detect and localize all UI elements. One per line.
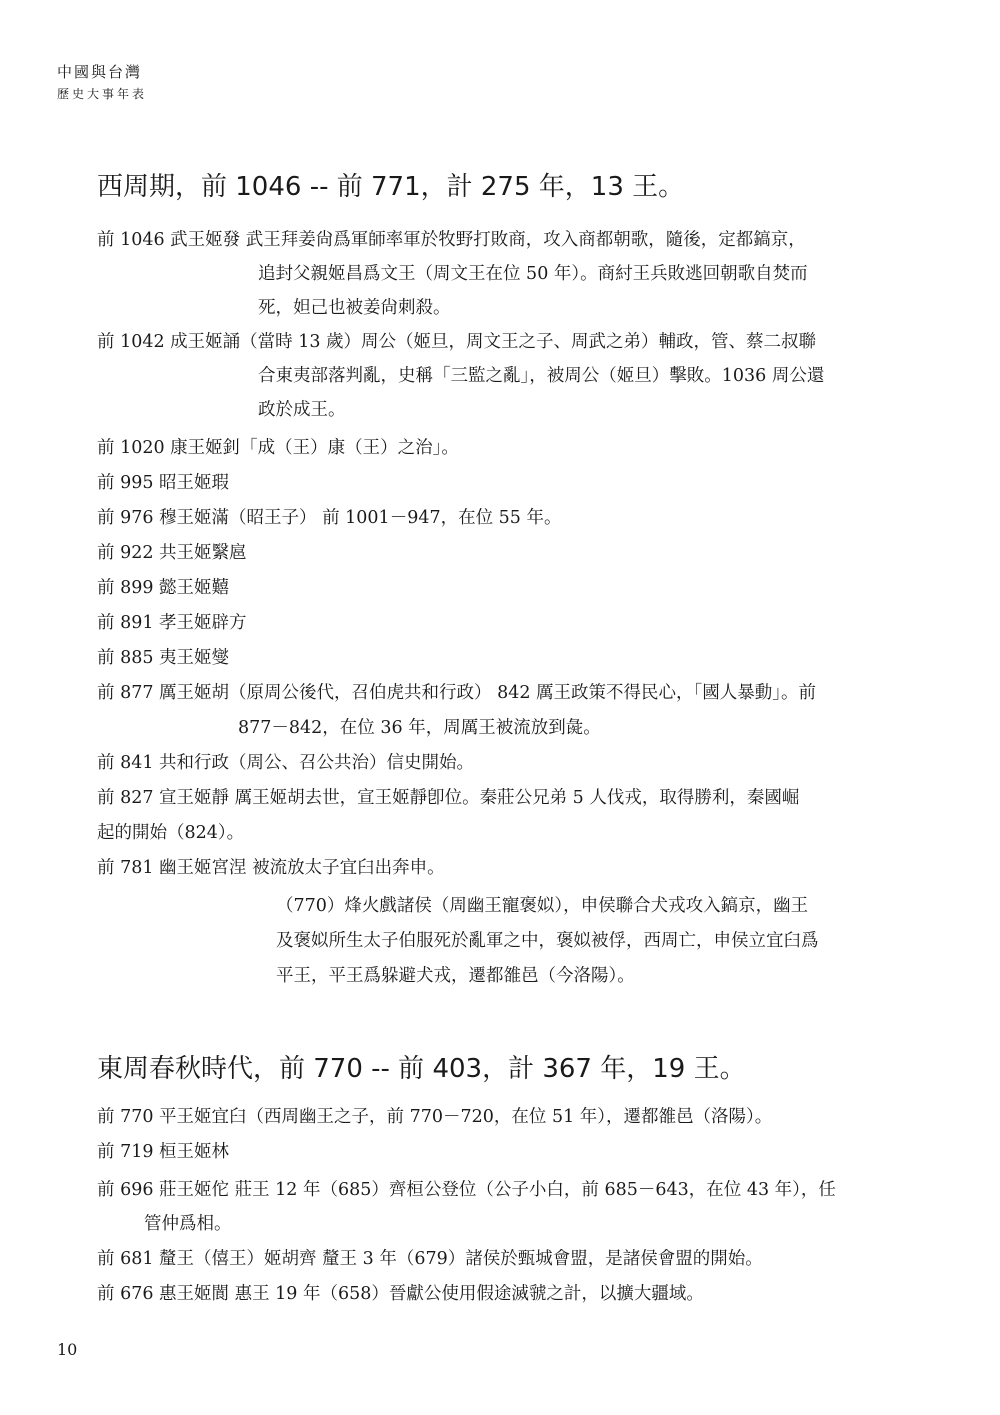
entry-line: 前 676 惠王姬閬 惠王 19 年（658）晉獻公使用假途滅虢之計，以擴大疆域。 <box>97 1284 704 1304</box>
entry-line: 前 922 共王姬繄扈 <box>97 543 247 563</box>
entry-line: 前 719 桓王姬林 <box>97 1142 230 1162</box>
entry-line: 政於成王。 <box>258 400 346 420</box>
entry-line: 管仲爲相。 <box>144 1214 232 1234</box>
book-title: 中國與台灣 <box>57 63 143 81</box>
page-number: 10 <box>57 1340 78 1359</box>
entry-line: 前 885 夷王姬燮 <box>97 648 230 668</box>
entry-line: 前 770 平王姬宜臼（西周幽王之子，前 770－720，在位 51 年），遷都雒邑（洛陽）。 <box>97 1107 773 1127</box>
entry-line: 前 1020 康王姬釗「成（王）康（王）之治」。 <box>97 438 459 458</box>
entry-line: 前 877 厲王姬胡（原周公後代，召伯虎共和行政） 842 厲王政策不得民心，「國人暴動」。前 <box>97 683 817 703</box>
entry-line: 前 781 幽王姬宮涅 被流放太子宜臼出奔申。 <box>97 858 445 878</box>
entry-line: 及褒姒所生太子伯服死於亂軍之中，褒姒被俘，西周亡，申侯立宜臼爲 <box>276 931 819 951</box>
entry-line: （770）烽火戲諸侯（周幽王寵褒姒），申侯聯合犬戎攻入鎬京，幽王 <box>276 896 809 916</box>
entry-line: 前 1046 武王姬發 武王拜姜尙爲軍師率軍於牧野打敗商，攻入商都朝歌，隨後，定都鎬京， <box>97 230 806 250</box>
book-subtitle: 歷史大事年表 <box>57 87 148 101</box>
section-title-eastern-zhou: 東周春秋時代，前 770 -- 前 403，計 367 年，19 王。 <box>97 1054 746 1084</box>
running-header <box>57 60 147 104</box>
entry-line: 前 827 宣王姬靜 厲王姬胡去世，宣王姬靜卽位。秦莊公兄弟 5 人伐戎，取得勝利，秦國崛 <box>97 788 800 808</box>
entry-line: 前 681 釐王（僖王）姬胡齊 釐王 3 年（679）諸侯於甄城會盟，是諸侯會盟的開始。 <box>97 1249 763 1269</box>
entry-line: 前 899 懿王姬囏 <box>97 578 230 598</box>
entry-line: 起的開始（824）。 <box>97 823 245 843</box>
entry-line: 死，妲己也被姜尙刺殺。 <box>258 298 451 318</box>
entry-line: 877－842，在位 36 年，周厲王被流放到彘。 <box>238 718 601 738</box>
entry-line: 前 696 莊王姬佗 莊王 12 年（685）齊桓公登位（公子小白，前 685－643，在位 43 年），任 <box>97 1180 836 1200</box>
entry-line: 平王，平王爲躲避犬戎，遷都雒邑（今洛陽）。 <box>276 966 635 986</box>
entry-line: 追封父親姬昌爲文王（周文王在位 50 年）。商紂王兵敗逃回朝歌自焚而 <box>258 264 808 284</box>
entry-line: 合東夷部落判亂，史稱「三監之亂」，被周公（姬旦）擊敗。1036 周公還 <box>258 366 825 386</box>
entry-line: 前 995 昭王姬瑕 <box>97 473 230 493</box>
entry-line: 前 841 共和行政（周公、召公共治）信史開始。 <box>97 753 475 773</box>
section-title-western-zhou: 西周期，前 1046 -- 前 771，計 275 年，13 王。 <box>97 172 685 202</box>
entry-line: 前 891 孝王姬辟方 <box>97 613 247 633</box>
entry-line: 前 976 穆王姬滿（昭王子） 前 1001－947，在位 55 年。 <box>97 508 562 528</box>
entry-line: 前 1042 成王姬誦（當時 13 歲）周公（姬旦，周文王之子、周武之弟）輔政，管、蔡二叔聯 <box>97 332 817 352</box>
